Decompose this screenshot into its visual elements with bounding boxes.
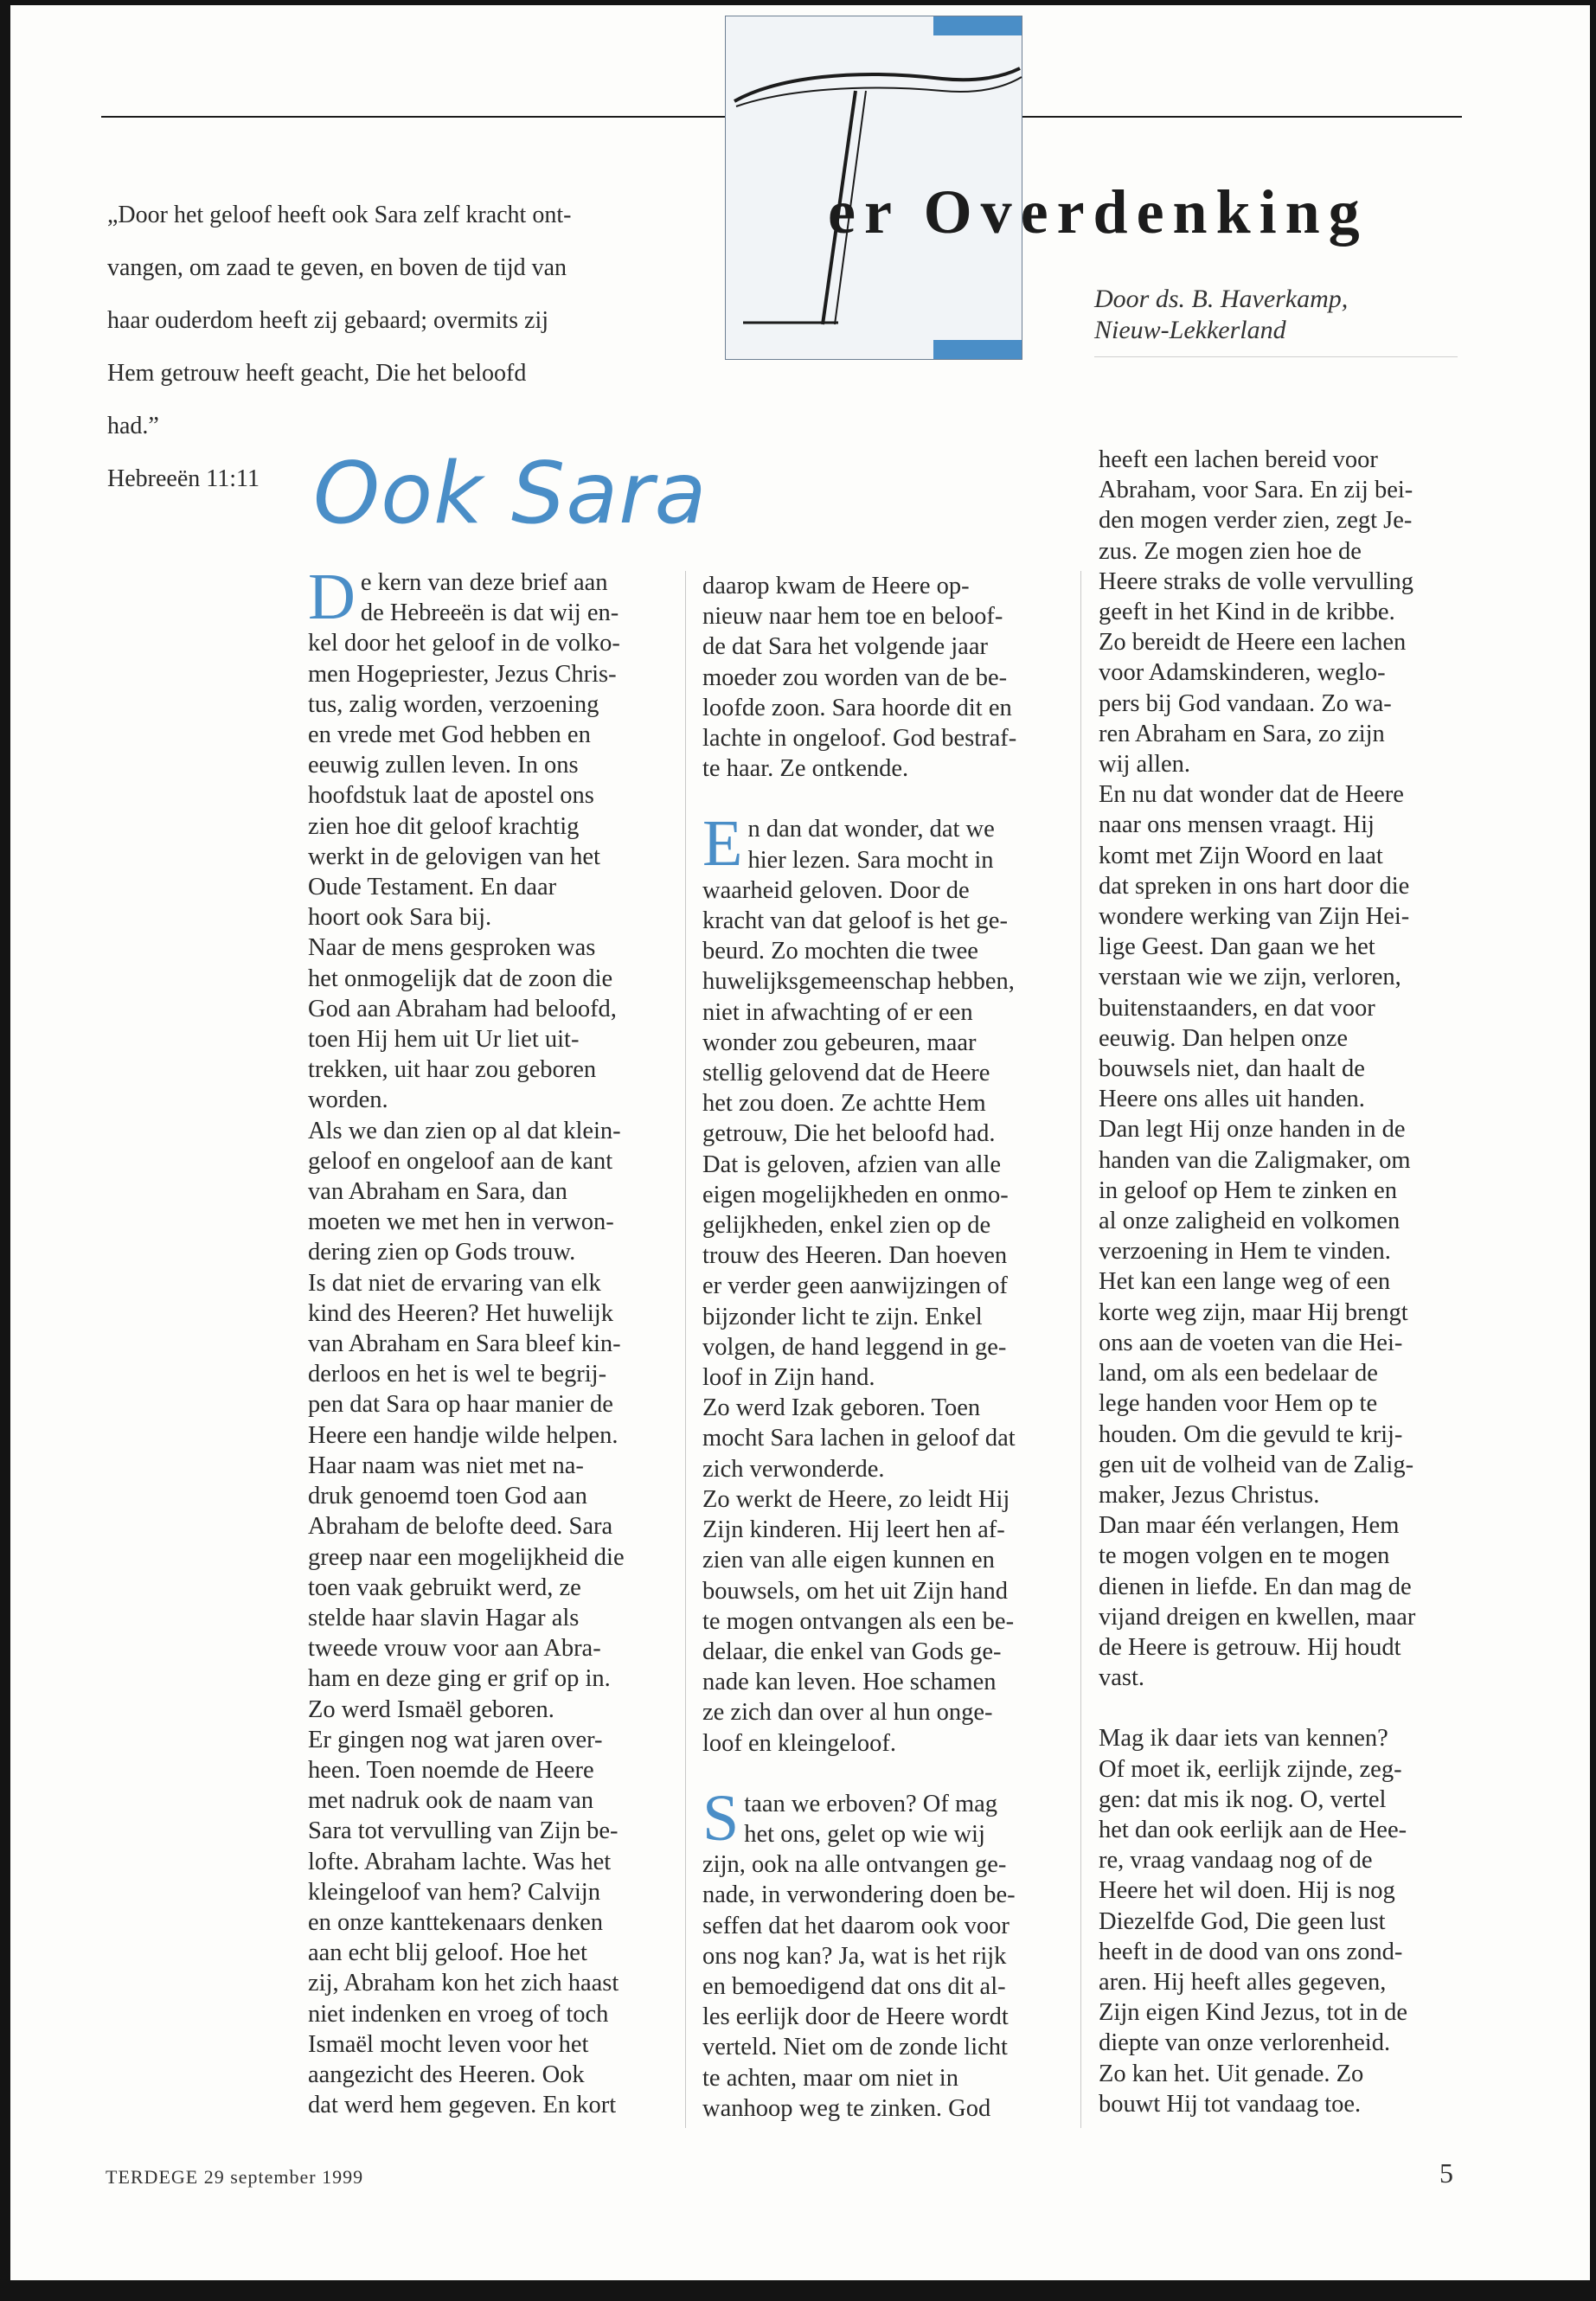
column-divider-2 bbox=[1080, 571, 1081, 2128]
text-line: werkt in de gelovigen van het bbox=[308, 843, 600, 870]
column-1-text bbox=[308, 628, 680, 2120]
text-line: het ons, gelet op wie wij bbox=[744, 1820, 985, 1848]
text-line: te mogen ontvangen als een be- bbox=[702, 1607, 1015, 1635]
header-rule-right bbox=[1021, 116, 1462, 118]
text-line: Dat is geloven, afzien van alle bbox=[702, 1150, 1002, 1178]
text-line: Is dat niet de ervaring van elk bbox=[308, 1269, 601, 1297]
text-line: buitenstaanders, en dat voor bbox=[1099, 994, 1375, 1022]
text-line: volgen, de hand leggend in ge- bbox=[702, 1333, 1007, 1361]
article-column-3 bbox=[1099, 445, 1471, 2119]
text-line: verzoening in Hem te vinden. bbox=[1099, 1238, 1391, 1266]
footer-publication: TERDEGE 29 september 1999 bbox=[106, 2166, 364, 2188]
byline-author: Door ds. B. Haverkamp, bbox=[1094, 285, 1349, 313]
text-line: dering zien op Gods trouw. bbox=[308, 1239, 576, 1266]
text-line: Diezelfde God, Die geen lust bbox=[1099, 1907, 1386, 1935]
article-column-2 bbox=[702, 571, 1074, 2124]
text-line: greep naar een mogelijkheid die bbox=[308, 1543, 625, 1571]
text-line: niet indenken en vroeg of toch bbox=[308, 2000, 609, 2028]
text-line: stelde haar slavin Hagar als bbox=[308, 1604, 580, 1631]
text-line: en bemoedigend dat ons dit al- bbox=[702, 1972, 1006, 2000]
text-line: Abraham de belofte deed. Sara bbox=[308, 1513, 613, 1541]
text-line: tus, zalig worden, verzoening bbox=[308, 690, 599, 718]
text-line: loof in Zijn hand. bbox=[702, 1364, 875, 1392]
text-line: derloos en het is wel te begrij- bbox=[308, 1361, 607, 1388]
text-line: Naar de mens gesproken was bbox=[308, 934, 596, 962]
text-line: hier lezen. Sara mocht in bbox=[747, 846, 994, 874]
text-line: houden. Om die gevuld te krij- bbox=[1099, 1420, 1403, 1448]
text-line: van Abraham en Sara, dan bbox=[308, 1178, 567, 1206]
byline bbox=[1094, 284, 1348, 346]
text-line: zijn, ook na alle ontvangen ge- bbox=[702, 1851, 1007, 1879]
text-line: de Hebreeën is dat wij en- bbox=[360, 599, 619, 627]
magazine-page bbox=[10, 5, 1590, 2280]
title-part-1: er Ov bbox=[828, 177, 1021, 247]
text-line: wonder zou gebeuren, maar bbox=[702, 1029, 977, 1056]
text-line: zien van alle eigen kunnen en bbox=[702, 1547, 995, 1574]
text-line: gen uit de volheid van de Zalig- bbox=[1099, 1451, 1414, 1478]
text-line: les eerlijk door de Heere wordt bbox=[702, 2003, 1009, 2031]
text-line: en vrede met God hebben en bbox=[308, 721, 591, 749]
text-line: ze zich dan over al hun onge- bbox=[702, 1699, 993, 1727]
text-line: zij, Abraham kon het zich haast bbox=[308, 1970, 619, 1997]
text-line: den mogen verder zien, zegt Je- bbox=[1099, 507, 1413, 535]
drop-cap-lines bbox=[308, 561, 680, 633]
text-line: nieuw naar hem toe en beloof- bbox=[702, 603, 1003, 631]
text-line: lege handen voor Hem op te bbox=[1099, 1390, 1378, 1418]
text-line: Heere het wil doen. Hij is nog bbox=[1099, 1877, 1395, 1905]
text-line: men Hogepriester, Jezus Chris- bbox=[308, 660, 617, 688]
text-line: Ismaël mocht leven voor het bbox=[308, 2030, 589, 2058]
text-line: eeuwig. Dan helpen onze bbox=[1099, 1024, 1349, 1052]
text-line: ren Abraham en Sara, zo zijn bbox=[1099, 720, 1385, 747]
drop-cap-d: D bbox=[308, 561, 356, 633]
text-line: stellig gelovend dat de Heere bbox=[702, 1060, 990, 1087]
text-line: verstaan wie we zijn, verloren, bbox=[1099, 964, 1401, 991]
text-line: maker, Jezus Christus. bbox=[1099, 1481, 1320, 1509]
page-number: 5 bbox=[1439, 2157, 1453, 2189]
text-line: dienen in liefde. En dan mag de bbox=[1099, 1573, 1412, 1600]
text-line: lachte in ongeloof. God bestraf- bbox=[702, 725, 1017, 753]
text-line: druk genoemd toen God aan bbox=[308, 1483, 587, 1510]
text-line: Haar naam was niet met na- bbox=[308, 1452, 584, 1479]
column-2-paragraph-2 bbox=[702, 875, 1074, 1759]
text-line: de Heere is getrouw. Hij houdt bbox=[1099, 1633, 1401, 1661]
text-line: lofte. Abraham lachte. Was het bbox=[308, 1848, 612, 1875]
column-2-paragraph-1 bbox=[702, 571, 1074, 784]
quote-text bbox=[107, 201, 678, 440]
text-line: eeuwig zullen leven. In ons bbox=[308, 752, 579, 779]
text-line: moeder zou worden van de be- bbox=[702, 663, 1008, 691]
text-line: kel door het geloof in de volko- bbox=[308, 630, 620, 657]
text-line: wondere werking van Zijn Hei- bbox=[1099, 903, 1410, 931]
text-line: heen. Toen noemde de Heere bbox=[308, 1756, 594, 1784]
drop-cap-s: S bbox=[702, 1781, 740, 1855]
text-line: Zijn kinderen. Hij leert hen af- bbox=[702, 1516, 1005, 1544]
text-line: trouw des Heeren. Dan hoeven bbox=[702, 1242, 1008, 1270]
text-line: zich verwonderde. bbox=[702, 1455, 885, 1483]
text-line: naar ons mensen vraagt. Hij bbox=[1099, 811, 1375, 839]
text-line: beurd. Zo mochten die twee bbox=[702, 938, 978, 965]
text-line: geloof en ongeloof aan de kant bbox=[308, 1147, 613, 1175]
text-line: gelijkheden, enkel zien op de bbox=[702, 1212, 991, 1240]
text-line: toen Hij hem uit Ur liet uit- bbox=[308, 1026, 580, 1054]
text-line: te achten, maar om niet in bbox=[702, 2064, 958, 2092]
text-line: Als we dan zien op al dat klein- bbox=[308, 1117, 621, 1144]
column-3-paragraph-1 bbox=[1099, 445, 1471, 1693]
text-line: hoort ook Sara bij. bbox=[308, 904, 492, 932]
text-line: wanhoop weg te zinken. God bbox=[702, 2094, 991, 2122]
text-line: van Abraham en Sara bleef kin- bbox=[308, 1330, 621, 1358]
drop-cap-e: E bbox=[702, 807, 743, 881]
text-line: pen dat Sara op haar manier de bbox=[308, 1391, 613, 1419]
text-line: moeten we met hen in verwon- bbox=[308, 1208, 614, 1236]
text-line: Zijn eigen Kind Jezus, tot in de bbox=[1099, 1999, 1407, 2027]
text-line: zus. Ze mogen zien hoe de bbox=[1099, 537, 1362, 565]
byline-location: Nieuw-Lekkerland bbox=[1094, 316, 1286, 344]
text-line: Oude Testament. En daar bbox=[308, 874, 557, 901]
text-line: ons nog kan? Ja, wat is het rijk bbox=[702, 1942, 1007, 1970]
text-line: En nu dat wonder dat de Heere bbox=[1099, 781, 1404, 809]
text-line: wij allen. bbox=[1099, 751, 1191, 779]
column-2-paragraph-3 bbox=[702, 1849, 1074, 2124]
text-line: bouwsels, om het uit Zijn hand bbox=[702, 1577, 1009, 1605]
article-column-1 bbox=[308, 561, 680, 2120]
text-line: re, vraag vandaag nog of de bbox=[1099, 1847, 1373, 1875]
header-rule-left bbox=[101, 116, 731, 118]
text-line: Abraham, voor Sara. En zij bei- bbox=[1099, 477, 1413, 504]
text-line: verteld. Niet om de zonde licht bbox=[702, 2034, 1008, 2061]
text-line: n dan dat wonder, dat we bbox=[747, 816, 995, 843]
text-line: de dat Sara het volgende jaar bbox=[702, 633, 988, 661]
text-line: trekken, uit haar zou geboren bbox=[308, 1056, 597, 1084]
text-line: er verder geen aanwijzingen of bbox=[702, 1272, 1008, 1300]
text-line: vast. bbox=[1099, 1664, 1145, 1692]
text-line: ons aan de voeten van die Hei- bbox=[1099, 1329, 1403, 1356]
text-line: Zo bereidt de Heere een lachen bbox=[1099, 629, 1407, 657]
text-line: zien hoe dit geloof krachtig bbox=[308, 812, 580, 840]
text-line: delaar, die enkel van Gods ge- bbox=[702, 1638, 1002, 1665]
text-line: tweede vrouw voor aan Abra- bbox=[308, 1635, 601, 1663]
text-line: toen vaak gebruikt werd, ze bbox=[308, 1574, 581, 1601]
text-line: kind des Heeren? Het huwelijk bbox=[308, 1299, 613, 1327]
text-line: gen: dat mis ik nog. O, vertel bbox=[1099, 1785, 1387, 1813]
text-line: aan echt blij geloof. Hoe het bbox=[308, 1939, 587, 1967]
text-line: het dan ook eerlijk aan de Hee- bbox=[1099, 1816, 1407, 1843]
text-line: nade kan leven. Hoe schamen bbox=[702, 1669, 997, 1696]
quote-line: vangen, om zaad te geven, en boven de tijd van bbox=[107, 254, 567, 281]
article-headline: Ook Sara bbox=[313, 445, 708, 543]
text-line: worden. bbox=[308, 1086, 388, 1114]
text-line: Sara tot vervulling van Zijn be- bbox=[308, 1817, 619, 1845]
text-line: hoofdstuk laat de apostel ons bbox=[308, 782, 594, 810]
text-line: dat werd hem gegeven. En kort bbox=[308, 2092, 617, 2119]
text-line: God aan Abraham had beloofd, bbox=[308, 995, 617, 1022]
text-line: taan we erboven? Of mag bbox=[744, 1790, 998, 1817]
text-line: Heere ons alles uit handen. bbox=[1099, 1086, 1365, 1113]
text-line: diepte van onze verlorenheid. bbox=[1099, 2029, 1391, 2057]
text-line: bouwsels niet, dan haalt de bbox=[1099, 1055, 1365, 1083]
text-line: voor Adamskinderen, weglo- bbox=[1099, 659, 1386, 687]
text-line: Het kan een lange weg of een bbox=[1099, 1268, 1391, 1296]
column-title bbox=[785, 176, 1368, 248]
text-line: te haar. Ze ontkende. bbox=[702, 755, 909, 783]
text-line: vijand dreigen en kwellen, maar bbox=[1099, 1603, 1416, 1631]
text-line: e kern van deze brief aan bbox=[360, 569, 608, 596]
text-line: Dan legt Hij onze handen in de bbox=[1099, 1116, 1406, 1144]
quote-line: „Door het geloof heeft ook Sara zelf kracht ont- bbox=[107, 202, 572, 228]
text-line: huwelijksgemeenschap hebben, bbox=[702, 968, 1015, 996]
text-line: Dan maar één verlangen, Hem bbox=[1099, 1512, 1400, 1540]
text-line: ham en deze ging er grif op in. bbox=[308, 1665, 611, 1693]
text-line: in geloof op Hem te zinken en bbox=[1099, 1176, 1398, 1204]
text-line: mocht Sara lachen in geloof dat bbox=[702, 1425, 1016, 1452]
text-line: daarop kwam de Heere op- bbox=[702, 573, 970, 599]
text-line: aren. Hij heeft alles gegeven, bbox=[1099, 1968, 1387, 1996]
text-line: Heere straks de volle vervulling bbox=[1099, 567, 1414, 595]
text-line: Zo werd Ismaël geboren. bbox=[308, 1695, 554, 1723]
text-line: lige Geest. Dan gaan we het bbox=[1099, 933, 1375, 961]
byline-rule bbox=[1094, 356, 1458, 357]
quote-line: had.” bbox=[107, 413, 159, 439]
text-line: waarheid geloven. Door de bbox=[702, 876, 970, 904]
text-line: Of moet ik, eerlijk zijnde, zeg- bbox=[1099, 1755, 1402, 1783]
text-line: en onze kanttekenaars denken bbox=[308, 1908, 604, 1936]
text-line: dat spreken in ons hart door die bbox=[1099, 872, 1410, 900]
text-line: Zo kan het. Uit genade. Zo bbox=[1099, 2060, 1364, 2087]
text-line: kleingeloof van hem? Calvijn bbox=[308, 1878, 600, 1906]
text-line: aangezicht des Heeren. Ook bbox=[308, 2061, 585, 2088]
text-line: heeft een lachen bereid voor bbox=[1099, 446, 1378, 473]
quote-reference: Hebreeën 11:11 bbox=[107, 465, 260, 492]
text-line: kracht van dat geloof is het ge- bbox=[702, 907, 1008, 935]
text-line: nade, in verwondering doen be- bbox=[702, 1881, 1016, 1909]
column-3-paragraph-2 bbox=[1099, 1723, 1471, 2119]
text-line: het onmogelijk dat de zoon die bbox=[308, 965, 613, 992]
text-line: pers bij God vandaan. Zo wa- bbox=[1099, 689, 1392, 717]
text-line: te mogen volgen en te mogen bbox=[1099, 1542, 1390, 1570]
text-line: bijzonder licht te zijn. Enkel bbox=[702, 1303, 983, 1330]
drop-cap-e-lines bbox=[702, 807, 1074, 881]
text-line: Er gingen nog wat jaren over- bbox=[308, 1726, 603, 1753]
text-line: Zo werkt de Heere, zo leidt Hij bbox=[702, 1485, 1010, 1513]
quote-line: haar ouderdom heeft zij gebaard; overmits zij bbox=[107, 307, 549, 334]
text-line: met nadruk ook de naam van bbox=[308, 1787, 594, 1815]
text-line: al onze zaligheid en volkomen bbox=[1099, 1208, 1401, 1235]
text-line: handen van die Zaligmaker, om bbox=[1099, 1146, 1411, 1174]
column-divider-1 bbox=[685, 571, 686, 2128]
text-line: heeft in de dood van ons zond- bbox=[1099, 1938, 1403, 1965]
text-line: Mag ik daar iets van kennen? bbox=[1099, 1725, 1388, 1753]
text-line: loofde zoon. Sara hoorde dit en bbox=[702, 694, 1012, 721]
quote-line: Hem getrouw heeft geacht, Die het beloofd bbox=[107, 360, 527, 387]
text-line: Heere een handje wilde helpen. bbox=[308, 1421, 619, 1449]
text-line: niet in afwachting of er een bbox=[702, 998, 973, 1026]
text-line: het zou doen. Ze achtte Hem bbox=[702, 1090, 986, 1118]
text-line: geeft in het Kind in de kribbe. bbox=[1099, 599, 1395, 626]
drop-cap-s-lines bbox=[702, 1781, 1074, 1855]
text-line: getrouw, Die het beloofd had. bbox=[702, 1120, 996, 1148]
text-line: komt met Zijn Woord en laat bbox=[1099, 842, 1383, 869]
text-line: bouwt Hij tot vandaag toe. bbox=[1099, 2090, 1362, 2118]
text-line: loof en kleingeloof. bbox=[702, 1729, 896, 1757]
text-line: seffen dat het daarom ook voor bbox=[702, 1912, 1010, 1939]
text-line: land, om als een bedelaar de bbox=[1099, 1360, 1378, 1388]
text-line: korte weg zijn, maar Hij brengt bbox=[1099, 1298, 1408, 1326]
text-line: eigen mogelijkheden en onmo- bbox=[702, 1181, 1009, 1208]
title-part-2: erdenking bbox=[1020, 177, 1368, 247]
text-line: Zo werd Izak geboren. Toen bbox=[702, 1394, 981, 1422]
